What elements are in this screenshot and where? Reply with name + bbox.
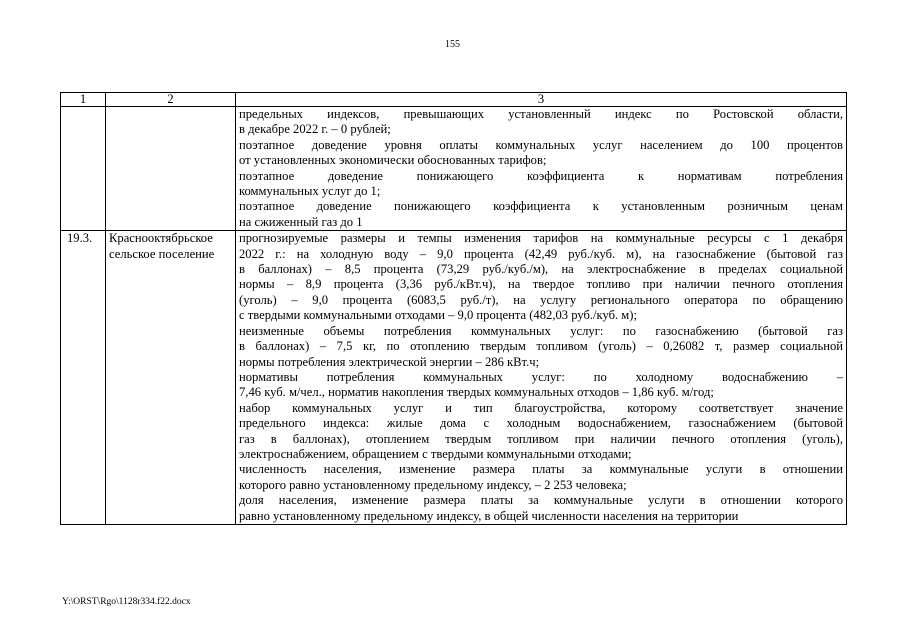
paragraph-line: электроснабжением, обращением с твердыми коммунальными отходами; xyxy=(239,446,632,461)
paragraph-line: доля населения, изменение размера платы за коммунальные услуги в отношении которого xyxy=(239,493,843,508)
paragraph-line: прогнозируемые размеры и темпы изменения тарифов на коммунальные ресурсы с 1 декабря xyxy=(239,231,843,246)
row-number-cell: 19.3. xyxy=(61,231,106,525)
paragraph-line: которого равно установленному предельному индексу, – 2 253 человека; xyxy=(239,477,627,492)
paragraph-line: нормы потребления электрической энергии – 286 кВт.ч; xyxy=(239,354,540,369)
paragraph-line: 7,46 куб. м/чел., норматив накопления твердых коммунальных отходов – 1,86 куб. м/год; xyxy=(239,385,714,400)
paragraph-line: в декабре 2022 г. – 0 рублей; xyxy=(239,122,391,137)
footer-file-path: Y:\ORST\Rgo\1128r334.f22.docx xyxy=(62,597,191,607)
paragraph-line: нормативы потребления коммунальных услуг: по холодному водоснабжению – xyxy=(239,369,843,384)
description-cell xyxy=(236,231,847,525)
settlement-name-line: Краснооктябрьское xyxy=(109,231,213,246)
header-col-3: 3 xyxy=(236,93,847,107)
paragraph-line: неизменные объемы потребления коммунальных услуг: по газоснабжению (бытовой газ xyxy=(239,323,843,338)
document-table xyxy=(60,92,847,525)
paragraph-line: численность населения, изменение размера платы за коммунальные услуги в отношении xyxy=(239,462,843,477)
settlement-name-cell xyxy=(106,107,236,231)
paragraph-line: поэтапное доведение понижающего коэффициента к нормативам потребления xyxy=(239,168,843,183)
header-col-2: 2 xyxy=(106,93,236,107)
settlement-name-cell xyxy=(106,231,236,525)
paragraph-line: от установленных экономически обоснованных тарифов; xyxy=(239,153,547,168)
paragraph-line: предельного индекса: жилые дома с холодным водоснабжением, газоснабжением (бытовой xyxy=(239,416,843,431)
settlement-name-line: сельское поселение xyxy=(109,246,215,261)
paragraph-line: (уголь) – 9,0 процента (6083,5 руб./т), на услугу регионального оператора по обращению xyxy=(239,292,843,307)
paragraph-line: газ в баллонах), отоплением твердым топливом при наличии печного отопления (уголь), xyxy=(239,431,843,446)
table-header-row xyxy=(61,93,847,107)
row-number-cell xyxy=(61,107,106,231)
paragraph-line: с твердыми коммунальными отходами – 9,0 процента (482,03 руб./куб. м); xyxy=(239,308,637,323)
paragraph-line: поэтапное доведение уровня оплаты коммунальных услуг населением до 100 процентов xyxy=(239,137,843,152)
page-number: 155 xyxy=(445,39,460,50)
paragraph-line: 2022 г.: на холодную воду – 9,0 процента (42,49 руб./куб. м), на газоснабжение (бытовой газ xyxy=(239,246,843,261)
paragraph-line: нормы – 8,9 процента (3,36 руб./кВт.ч), на твердое топливо при наличии печного отопления xyxy=(239,277,843,292)
table-row xyxy=(61,231,847,525)
paragraph-line: равно установленному предельному индексу, в общей численности населения на территории xyxy=(239,508,739,523)
paragraph-line: коммунальных услуг до 1; xyxy=(239,184,381,199)
paragraph-line: в баллонах) – 8,5 процента (73,29 руб./куб./м), на электроснабжение в пределах социальной xyxy=(239,262,843,277)
header-col-1: 1 xyxy=(61,93,106,107)
paragraph-line: поэтапное доведение понижающего коэффициента к установленным розничным ценам xyxy=(239,199,843,214)
table-row xyxy=(61,107,847,231)
paragraph-line: на сжиженный газ до 1 xyxy=(239,214,363,229)
table-body xyxy=(61,107,847,525)
paragraph-line: в баллонах) – 7,5 кг, по отоплению твердым топливом (уголь) – 0,26082 т, размер социальной xyxy=(239,339,843,354)
description-cell xyxy=(236,107,847,231)
paragraph-line: набор коммунальных услуг и тип благоустройства, которому соответствует значение xyxy=(239,400,843,415)
paragraph-line: предельных индексов, превышающих установленный индекс по Ростовской области, xyxy=(239,107,843,121)
